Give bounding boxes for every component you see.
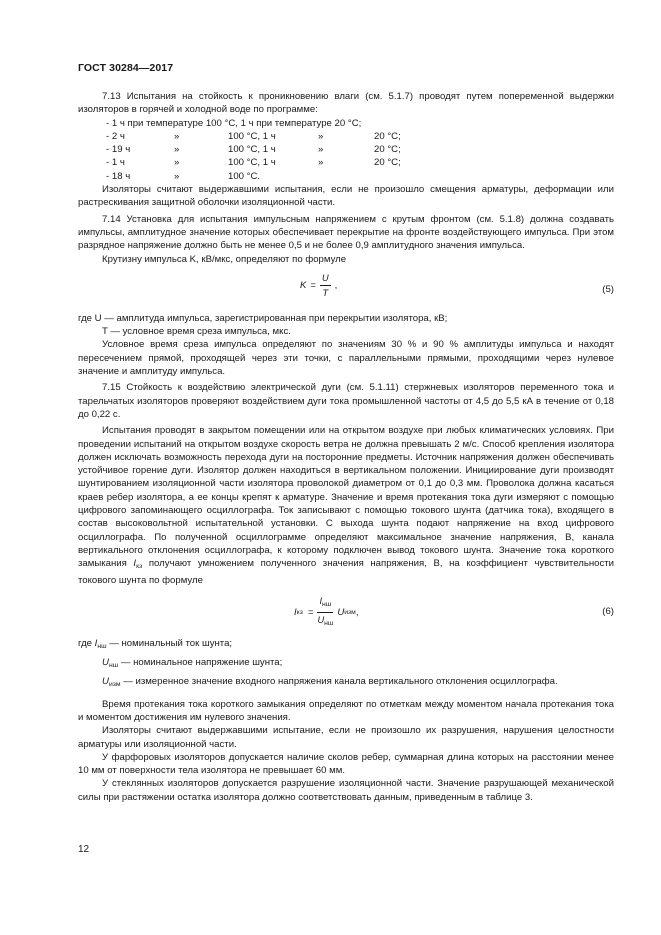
program-cell: »	[174, 130, 180, 142]
program-row	[78, 143, 614, 156]
program-row	[78, 117, 614, 130]
program-cell: »	[318, 157, 324, 169]
formula-5-equals: =	[310, 279, 317, 291]
formula-5-tail: ,	[334, 279, 338, 291]
formula-6-multiplier: U	[337, 606, 345, 618]
formula-5-numerator: U	[320, 272, 331, 286]
formula-6-lhs-sub: кз	[296, 608, 303, 616]
program-cell: 100 °С, 1 ч	[228, 130, 276, 142]
section-7-15-para-6: У стеклянных изоляторов допускается разрушение изоляционной части. Значение разрушающей механической силы при растяжении остатка изолятора должно соответствовать данным, приведенным в таблице 3.	[78, 778, 614, 803]
formula-6-equals: =	[307, 606, 314, 618]
section-7-15-para-4: Изоляторы считают выдержавшими испытание, если не произошло их разрушения, нарушения целостности арматуры или изоляционной части.	[78, 725, 614, 750]
program-cell: - 1 ч	[106, 157, 125, 169]
section-7-15-para-1: 7.15 Стойкость к воздействию электрической дуги (см. 5.1.11) стержневых изоляторов переменного тока и тарельчатых изоляторов проверяют воздействием дуги тока промышленной частоты от 4,5 до 5,5 кА в течение от 0,18 до 0,22 с.	[78, 382, 614, 420]
document-body	[78, 90, 614, 804]
para-2-text-a: Испытания проводят в закрытом помещении или на открытом воздухе при любых климатических условиях. При проведении испытаний на открытом воздухе скорость ветра не должна превышать 2 м/с. Способ крепления изолятора должен исключать возможность перехода дуги на посторонние предметы. Источник напряжения должен обеспечивать устойчивое горение дуги. Изолятор должен находиться в вертикальном положении. Инициирование дуги производят шунтированием изоляционной части изолятора проволокой диаметром от 0,1 до 0,3 мм. Проволока должна касаться краев ребер изолятора, а ее концы крепят к арматуре. Значение и время протекания тока дуги измеряют с помощью цифрового запоминающего осциллографа. Ток записывают с помощью токового шунта (датчика тока), входящего в состав высоковольтной испытательной установки. С выхода шунта подают напряжение на вход цифрового осциллографа. По полученной осциллограмме определяют максимальное значение напряжения, В, канала вертикального отклонения осциллографа, к которому подключен вывод токового шунта. Значение тока короткого замыкания	[78, 425, 614, 570]
short-circuit-current-symbol: I	[133, 558, 137, 570]
def-text: — измеренное значение входного напряжения канала вертикального отклонения осциллографа.	[120, 676, 558, 688]
formula-6-denominator	[317, 613, 333, 630]
program-cell: 100 °С, 1 ч	[228, 144, 276, 156]
formula-6-multiplier-sub: изм	[344, 608, 356, 616]
program-cell: »	[174, 144, 180, 156]
formula-6-num-symbol: I	[319, 595, 323, 606]
formula-6-def-in	[78, 637, 614, 653]
def-symbol: I	[94, 637, 98, 649]
formula-6-tail: ,	[355, 606, 359, 618]
def-text: — номинальный ток шунта;	[106, 637, 233, 649]
program-cell: »	[174, 170, 180, 182]
formula-6-num-sub: нш	[322, 600, 332, 608]
formula-5-lhs: K	[300, 279, 307, 291]
formula-5-where-u: где U — амплитуда импульса, зарегистрированная при перекрытии изолятора, кВ;	[78, 312, 448, 324]
short-circuit-current-sub: кз	[136, 563, 143, 571]
def-sub: нш	[97, 642, 107, 650]
section-7-15-para-3: Время протекания тока короткого замыкания определяют по отметкам между моментом начала протекания тока и моментом достижения им нулевого значения.	[78, 698, 614, 723]
program-cell: 20 °С;	[374, 144, 401, 156]
program-cell: 20 °С;	[374, 157, 401, 169]
formula-5-denominator: T	[322, 287, 329, 298]
program-cell: - 18 ч	[106, 170, 131, 182]
formula-5-number: (5)	[602, 283, 614, 295]
formula-6	[78, 593, 614, 633]
standard-header: ГОСТ 30284—2017	[78, 62, 174, 74]
formula-5-where-t: T — условное время среза импульса, мкс.	[102, 326, 291, 338]
formula-5-fraction	[320, 272, 331, 299]
section-7-13-intro: 7.13 Испытания на стойкость к проникновению влаги (см. 5.1.7) проводят путем попеременной выдержки изоляторов в горячей и холодной воде по программе:	[78, 91, 614, 116]
formula-6-lhs: I	[294, 606, 297, 618]
def-symbol: U	[102, 657, 109, 669]
formula-6-def-uizm	[78, 675, 614, 691]
program-row	[78, 170, 614, 183]
def-text: — номинальное напряжение шунта;	[118, 657, 283, 669]
formula-6-def-un	[78, 656, 614, 672]
program-cell: - 19 ч	[106, 144, 131, 156]
formula-6-numerator	[317, 595, 333, 613]
program-cell: 100 °С.	[228, 170, 261, 182]
section-7-14-para-2: Крутизну импульса K, кВ/мкс, определяют по формуле	[102, 253, 347, 265]
formula-6-den-sub: нш	[324, 619, 334, 627]
program-row	[78, 156, 614, 169]
program-cell: »	[318, 144, 324, 156]
section-7-13-conclusion: Изоляторы считают выдержавшими испытания, если не произошло смещения арматуры, деформации или растрескивания защитной оболочки изоляционной части.	[78, 184, 614, 209]
section-7-14-para-3: Условное время среза импульса определяют по значениям 30 % и 90 % амплитуды импульса и находят пересечением прямой, проходящей через эти точки, с параллельными прямыми, проходящими через нулевое значение и амплитуду импульса.	[78, 339, 614, 378]
section-7-15-para-5: У фарфоровых изоляторов допускается наличие сколов ребер, суммарная длина которых на расстоянии менее 10 мм от поверхности тела изолятора не превышает 60 мм.	[78, 751, 614, 777]
formula-6-fraction	[317, 595, 333, 630]
section-7-15-para-2	[78, 424, 614, 587]
test-program-list	[78, 117, 614, 183]
formula-6-den-symbol: U	[317, 614, 325, 625]
section-7-14-para-1: 7.14 Установка для испытания импульсным напряжением с крутым фронтом (см. 5.1.8) должна создавать импульсы, амплитудное значение которых обеспечивает перекрытие на фронте воздействующего импульса. При этом разрядное напряжение должно быть не менее 0,5 и не более 0,9 амплитудного значения импульса.	[78, 213, 614, 252]
program-cell: »	[318, 130, 324, 142]
program-row	[78, 130, 614, 143]
formula-5	[78, 272, 614, 308]
program-cell: - 1 ч при температуре 100 °С, 1 ч при температуре 20 °С;	[106, 117, 362, 129]
para-2-text-b: получают умножением полученного значения напряжения, В, на коэффициент чувствительности токового шунта по формуле	[78, 558, 615, 586]
def-sub: нш	[108, 662, 119, 670]
def-sub: изм	[108, 681, 121, 689]
page-number: 12	[78, 844, 90, 855]
program-cell: 20 °С;	[374, 130, 401, 142]
formula-6-number: (6)	[602, 605, 614, 617]
program-cell: 100 °С, 1 ч	[228, 157, 276, 169]
def-symbol: U	[102, 676, 109, 688]
program-cell: »	[174, 157, 180, 169]
def-prefix: где	[78, 637, 95, 649]
program-cell: - 2 ч	[106, 130, 125, 142]
